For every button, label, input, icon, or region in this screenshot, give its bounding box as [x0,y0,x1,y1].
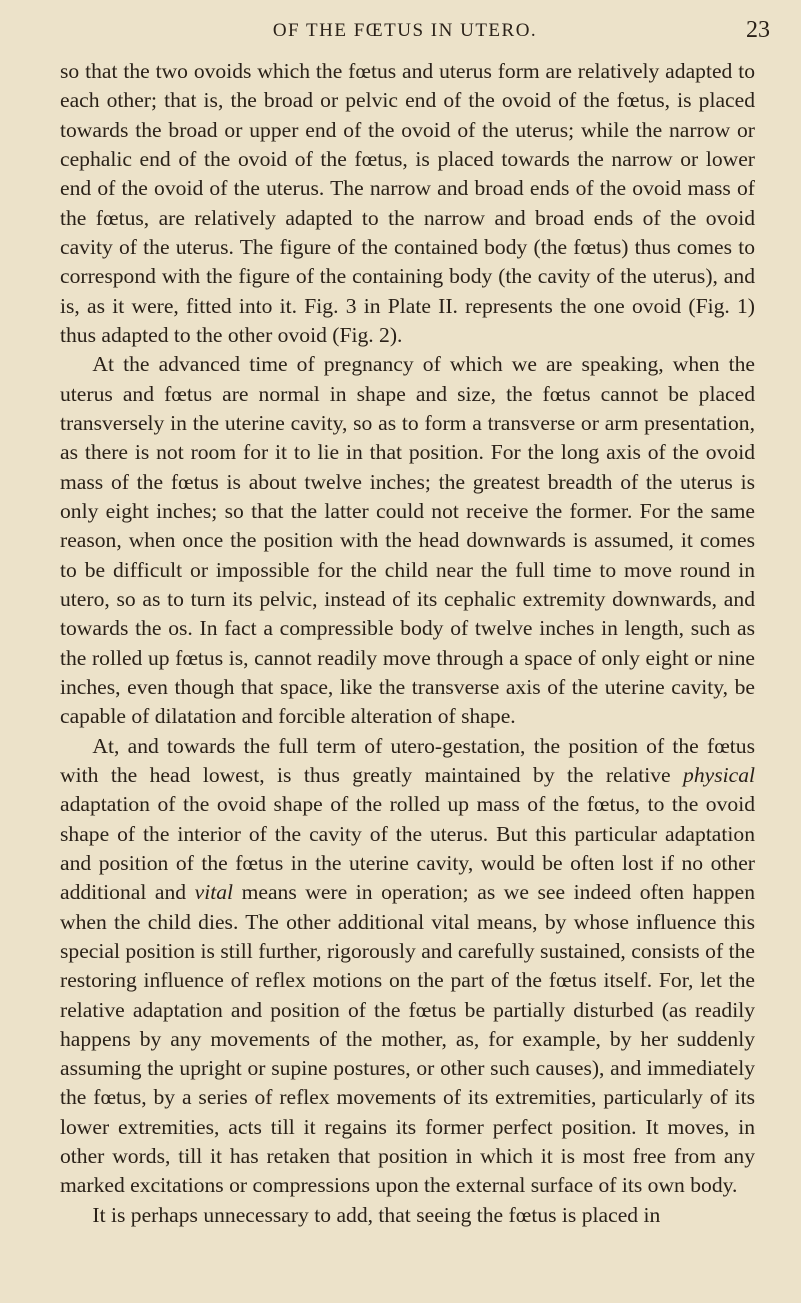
paragraph-text: adaptation of the ovoid shape of the rolled up mass of the fœtus, to the ovoid shape of the interior of the cavity of the uterus. But this particular adaptation and position of the fœtus in the uterine cavity, would be often lost if no other additional and [60,792,755,905]
running-header [40,17,770,52]
running-title: OF THE FŒTUS IN UTERO. [272,20,538,41]
paragraph: At the advanced time of pregnancy of which we are speaking, when the uterus and fœtus are normal in shape and size, the fœtus cannot be placed transversely in the uterine cavity, so as to form a transverse or arm presentation, as there is not room for it to lie in that position. For the long axis of the ovoid mass of the fœtus is about twelve inches; the greatest breadth of the uterus is only eight inches; so that the latter could not receive the former. For the same reason, when once the position with the head downwards is assumed, it comes to be difficult or impossible for the child near the full time to move round in utero, so as to turn its pelvic, instead of its cephalic extremity downwards, and towards the os. In fact a compressible body of twelve inches in length, such as the rolled up fœtus is, cannot readily move through a space of only eight or nine inches, even though that space, like the transverse axis of the uterine cavity, be capable of dilatation and forcible alteration of shape. [60,352,755,729]
italic-term: physical [683,762,755,787]
italic-term: vital [194,880,234,905]
paragraph-text: At, and towards the full term of utero-gestation, the position of the fœtus with the head lowest, is thus greatly maintained by the relative [60,733,755,787]
paragraph-continued: so that the two ovoids which the fœtus and uterus form are relatively adapted to each other; that is, the broad or pelvic end of the ovoid of the fœtus, is placed towards the broad or upper end of the ovoid of the uterus; while the narrow or cephalic end of the ovoid of the fœtus, is placed towards the narrow or lower end of the ovoid of the uterus. The narrow and broad ends of the ovoid mass of the fœtus, are relatively adapted to the narrow and broad ends of the ovoid cavity of the uterus. The figure of the contained body (the fœtus) thus comes to correspond with the figure of the containing body (the cavity of the uterus), and is, as it were, fitted into it. Fig. 3 in Plate II. represents the one ovoid (Fig. 1) thus adapted to the other ovoid (Fig. 2). [60,59,755,347]
body-text [60,57,755,1230]
paragraph-text: means were in operation; as we see indeed often happen when the child dies. The other additional vital means, by whose influence this special position is still further, rigorously and carefully sustained, consists of the restoring influence of reflex motions on the part of the fœtus itself. For, let the relative adaptation and position of the fœtus be partially disturbed (as readily happens by any movements of the mother, as, for example, by her suddenly assuming the upright or supine postures, or other such causes), and immediately the fœtus, by a series of reflex movements of its extremities, particularly of its lower extremities, acts till it regains its former perfect position. It moves, in other words, till it has retaken that position in which it is most free from any marked excitations or compressions upon the external surface of its own body. [60,880,755,1198]
paragraph [60,732,755,1201]
paragraph: It is perhaps unnecessary to add, that seeing the fœtus is placed in [92,1202,661,1227]
page-number: 23 [746,17,770,43]
